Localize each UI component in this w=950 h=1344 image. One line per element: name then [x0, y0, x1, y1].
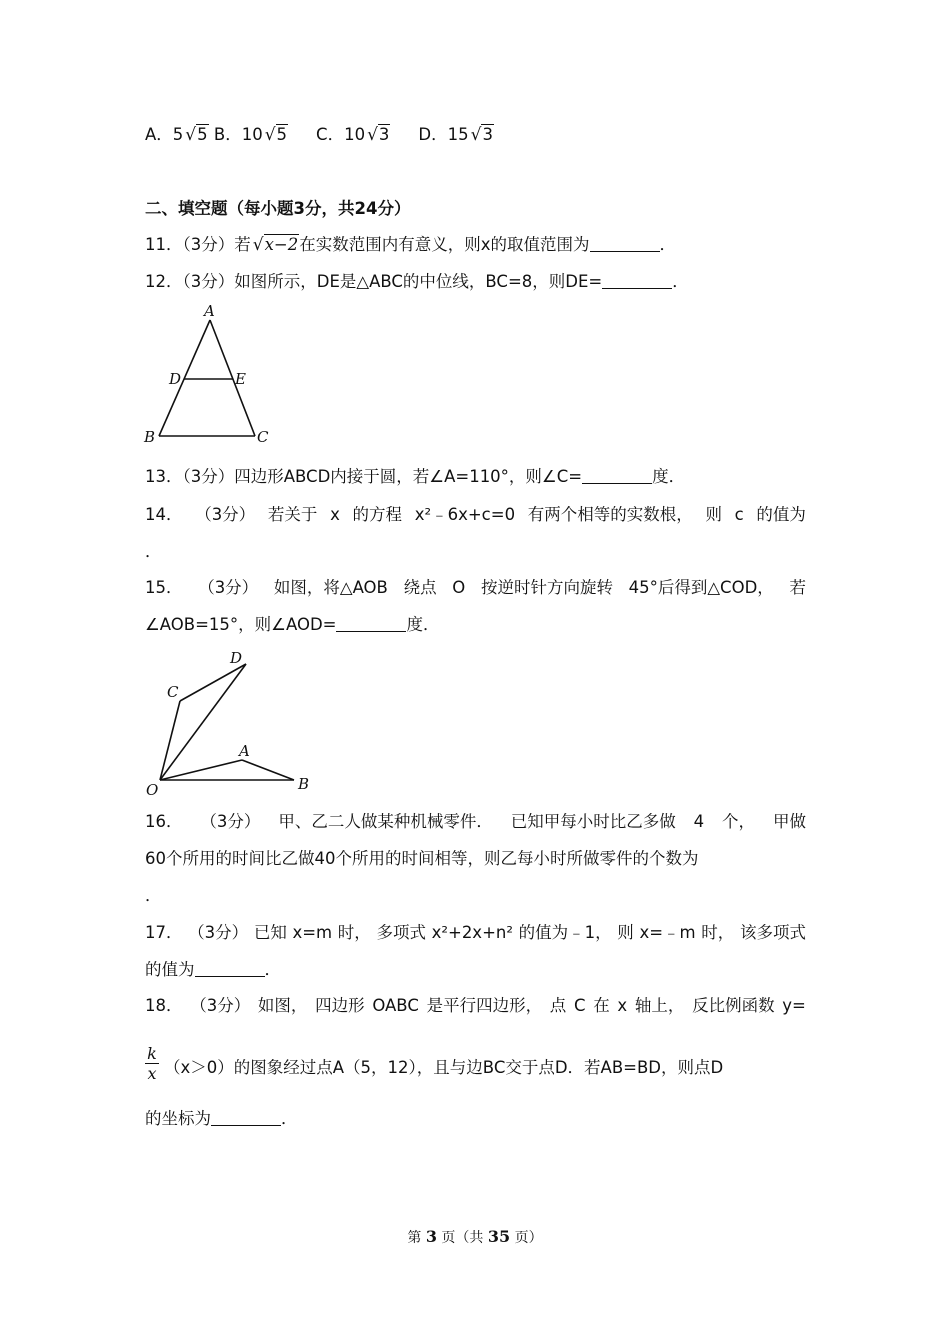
q11-blank[interactable] — [590, 233, 660, 252]
q17-part: x=m — [292, 923, 333, 942]
q17-part: 该多项式 — [739, 923, 806, 942]
q14-part: 14． — [145, 505, 183, 524]
q16-part: 4 — [693, 812, 705, 831]
q17-part: 的值为﹣1， — [518, 923, 612, 942]
q15-part: 绕点 — [403, 578, 437, 597]
fraction-k-over-x — [146, 1045, 158, 1084]
q14-part: 的方程 — [352, 505, 403, 524]
q18-part: x — [617, 996, 628, 1015]
page-total: 35 — [487, 1227, 511, 1246]
q18-part: 四边形 — [315, 996, 365, 1015]
q17-end: ． — [264, 960, 281, 979]
q15-part: （3分） — [198, 578, 259, 597]
question-16-line3: ． — [145, 886, 162, 905]
question-16 — [145, 810, 806, 834]
q15-part: O — [452, 578, 466, 597]
section-heading: 二、填空题（每小题3分，共24分） — [145, 199, 411, 218]
label-B: B — [144, 428, 156, 446]
q18-part: y= — [782, 996, 806, 1015]
q14-part: x²﹣6x+c=0 — [414, 505, 516, 524]
q18-part: 在 — [593, 996, 610, 1015]
sqrt-a: √5 — [185, 125, 208, 145]
q12-end: ． — [672, 272, 689, 291]
q16-part: 16． — [145, 812, 183, 831]
q18-part: 18． — [145, 996, 183, 1015]
sqrt-d: √3 — [470, 125, 493, 145]
question-15-line2 — [145, 613, 439, 637]
q18-blank[interactable] — [211, 1107, 281, 1126]
q18-part: 反比例函数 — [692, 996, 775, 1015]
q17-part: 17． — [145, 923, 183, 942]
question-16-line2: 60个所用的时间比乙做40个所用的时间相等，则乙每小时所做零件的个数为 — [145, 849, 699, 868]
question-18-line2: （x＞0）的图象经过点A（5，12），且与边BC交于点D．若AB=BD，则点D — [164, 1058, 724, 1077]
footer-post: 页） — [510, 1230, 543, 1246]
footer-pre: 第 — [407, 1230, 426, 1246]
footer-mid: 页（共 — [436, 1230, 488, 1246]
q18-part: 是平行四边形， — [426, 996, 543, 1015]
question-14-line2: ． — [145, 542, 162, 561]
q17-part: （3分） — [188, 923, 249, 942]
label-B: B — [298, 775, 310, 793]
q17-blank[interactable] — [195, 958, 265, 977]
q15-line2-text: ∠AOB=15°，则∠AOD= — [145, 615, 337, 634]
rotation-figure-15 — [140, 645, 320, 800]
q16-part: （3分） — [200, 812, 261, 831]
q15-end: 度． — [406, 615, 440, 634]
q14-part: 有两个相等的实数根， — [527, 505, 693, 524]
question-14 — [145, 503, 806, 527]
q14-part: （3分） — [195, 505, 256, 524]
question-12 — [145, 270, 689, 294]
q18-part: 如图， — [257, 996, 308, 1015]
option-a: A．5 — [145, 125, 184, 144]
q11-sqrt: √x−2 — [252, 235, 299, 255]
label-C: C — [257, 428, 269, 446]
q15-part: 若 — [789, 578, 806, 597]
question-11 — [145, 233, 676, 257]
q18-part: OABC — [372, 996, 419, 1015]
q12-text: 12．（3分）如图所示，DE是△ABC的中位线，BC=8，则DE= — [145, 272, 603, 291]
q15-part: 45°后得到△COD， — [628, 578, 774, 597]
q16-part: 已知甲每小时比乙多做 — [510, 812, 676, 831]
q12-blank[interactable] — [602, 270, 672, 289]
q15-part: 15． — [145, 578, 183, 597]
q16-part: 甲、乙二人做某种机械零件． — [278, 812, 493, 831]
q14-part: 若关于 — [267, 505, 318, 524]
q18-part: （3分） — [190, 996, 251, 1015]
fraction-denominator: x — [147, 1064, 157, 1083]
q13-blank[interactable] — [582, 465, 652, 484]
q16-part: 个， — [722, 812, 756, 831]
question-18-line3 — [145, 1107, 298, 1131]
q14-part: 的值为 — [756, 505, 806, 524]
q17-line2-text: 的值为 — [145, 960, 195, 979]
option-c: C．10 — [316, 125, 366, 144]
q17-part: x=﹣m — [639, 923, 696, 942]
q11-suffix: 在实数范围内有意义，则x的取值范围为 — [299, 235, 590, 254]
q15-blank[interactable] — [336, 613, 406, 632]
q18-line3-text: 的坐标为 — [145, 1109, 211, 1128]
sqrt-c: √3 — [367, 125, 390, 145]
q14-part: x — [330, 505, 340, 524]
label-O: O — [146, 781, 159, 799]
q18-end: ． — [281, 1109, 298, 1128]
q17-part: 则 — [617, 923, 634, 942]
options-line — [145, 123, 494, 147]
page-number: 3 — [425, 1227, 437, 1246]
q11-end: ． — [659, 235, 676, 254]
q15-part: 按逆时针方向旋转 — [480, 578, 613, 597]
label-D: D — [169, 370, 182, 388]
page-footer — [0, 1227, 950, 1247]
question-15 — [145, 576, 806, 600]
triangle-figure-12 — [138, 300, 278, 450]
q17-part: 时， — [337, 923, 371, 942]
label-C: C — [167, 683, 179, 701]
q18-part: 点 — [549, 996, 567, 1015]
label-D: D — [230, 649, 243, 667]
option-b: B．10 — [208, 125, 263, 144]
q14-part: 则 — [705, 505, 722, 524]
question-13 — [145, 465, 685, 489]
q18-part: 轴上， — [634, 996, 685, 1015]
q16-part: 甲做 — [772, 812, 806, 831]
option-d: D．15 — [418, 125, 469, 144]
question-18 — [145, 994, 806, 1018]
question-17-line2 — [145, 958, 281, 982]
q18-part: C — [573, 996, 586, 1015]
sqrt-b: √5 — [264, 125, 288, 145]
label-A: A — [239, 742, 250, 760]
q17-part: 时， — [701, 923, 735, 942]
q17-part: x²+2x+n² — [431, 923, 513, 942]
q13-end: 度． — [652, 467, 686, 486]
label-E: E — [235, 370, 246, 388]
q11-prefix: 11．（3分）若 — [145, 235, 251, 254]
q17-part: 多项式 — [376, 923, 426, 942]
fraction-numerator: k — [147, 1044, 157, 1063]
q13-text: 13．（3分）四边形ABCD内接于圆，若∠A=110°，则∠C= — [145, 467, 583, 486]
question-17 — [145, 921, 806, 945]
q14-part: c — [734, 505, 744, 524]
q15-part: 如图，将△AOB — [273, 578, 388, 597]
q17-part: 已知 — [253, 923, 287, 942]
label-A: A — [204, 302, 215, 320]
